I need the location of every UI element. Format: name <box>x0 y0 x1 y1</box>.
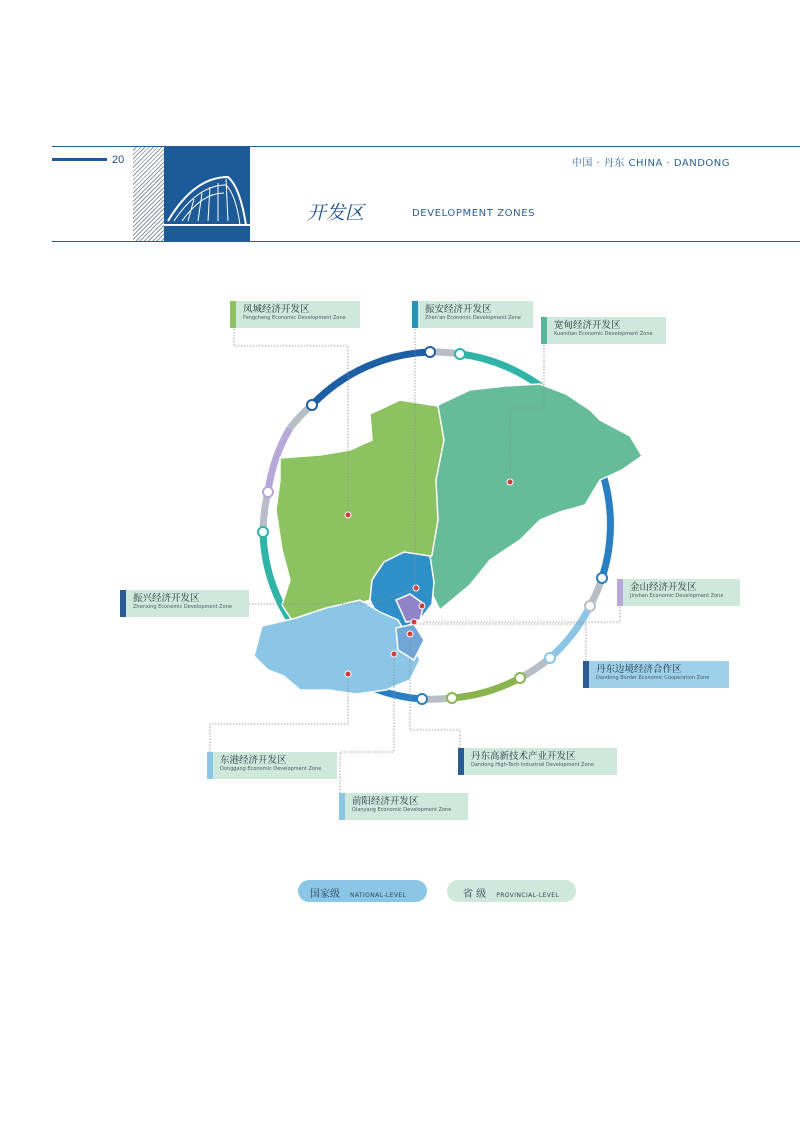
label-jinshan-zh: 金山经济开发区 <box>630 582 697 593</box>
label-donggang <box>207 752 337 779</box>
label-qianyang-zh: 前阳经济开发区 <box>352 796 419 807</box>
label-kuandian <box>541 317 666 344</box>
legend-provincial-zh: 省 级 <box>463 889 487 900</box>
label-jinshan-en: Jinshan Economic Development Zone <box>630 593 724 599</box>
label-qianyang-en: Qianyang Economic Development Zone <box>352 807 452 813</box>
label-zhenxing-en: Zhenxing Economic Development Zone <box>133 604 232 610</box>
label-donggang-zh: 东港经济开发区 <box>220 755 287 766</box>
label-zhenxing <box>120 590 249 617</box>
label-fengcheng <box>230 301 360 328</box>
page-number: 20 <box>112 154 125 166</box>
label-hightech <box>458 748 617 775</box>
label-zhenan-zh: 振安经济开发区 <box>425 304 492 315</box>
label-hightech-en: Dandong High-Tech Industrial Development Zone <box>471 762 594 768</box>
site-label: 中国 · 丹东 CHINA · DANDONG <box>571 158 730 169</box>
legend-provincial-en: PROVINCIAL-LEVEL <box>496 892 560 899</box>
label-kuandian-zh: 宽甸经济开发区 <box>554 320 621 331</box>
legend-national-en: NATIONAL-LEVEL <box>350 892 407 899</box>
legend-national <box>298 880 427 902</box>
label-kuandian-en: Kuandian Economic Development Zone <box>554 331 653 337</box>
label-jinshan <box>617 579 740 606</box>
label-donggang-en: Donggang Economic Development Zone <box>220 766 322 772</box>
label-hightech-zh: 丹东高新技术产业开发区 <box>471 751 576 762</box>
page-title-zh: 开发区 <box>307 202 365 224</box>
legend-national-zh: 国家级 <box>310 889 340 900</box>
label-qianyang <box>339 793 468 820</box>
label-zhenan <box>412 301 533 328</box>
label-zhenxing-zh: 振兴经济开发区 <box>133 593 200 604</box>
label-fengcheng-zh: 凤城经济开发区 <box>243 304 310 315</box>
label-border-zh: 丹东边境经济合作区 <box>596 664 682 675</box>
label-border-en: Dandong Border Economic Cooperation Zone <box>596 675 710 681</box>
regions <box>254 384 642 694</box>
label-border <box>583 661 729 688</box>
label-zhenan-en: Zhen'an Economic Development Zone <box>425 315 521 321</box>
page-title-en: DEVELOPMENT ZONES <box>412 208 536 219</box>
label-fengcheng-en: Fengcheng Economic Development Zone <box>243 315 346 321</box>
legend-provincial <box>447 880 576 902</box>
